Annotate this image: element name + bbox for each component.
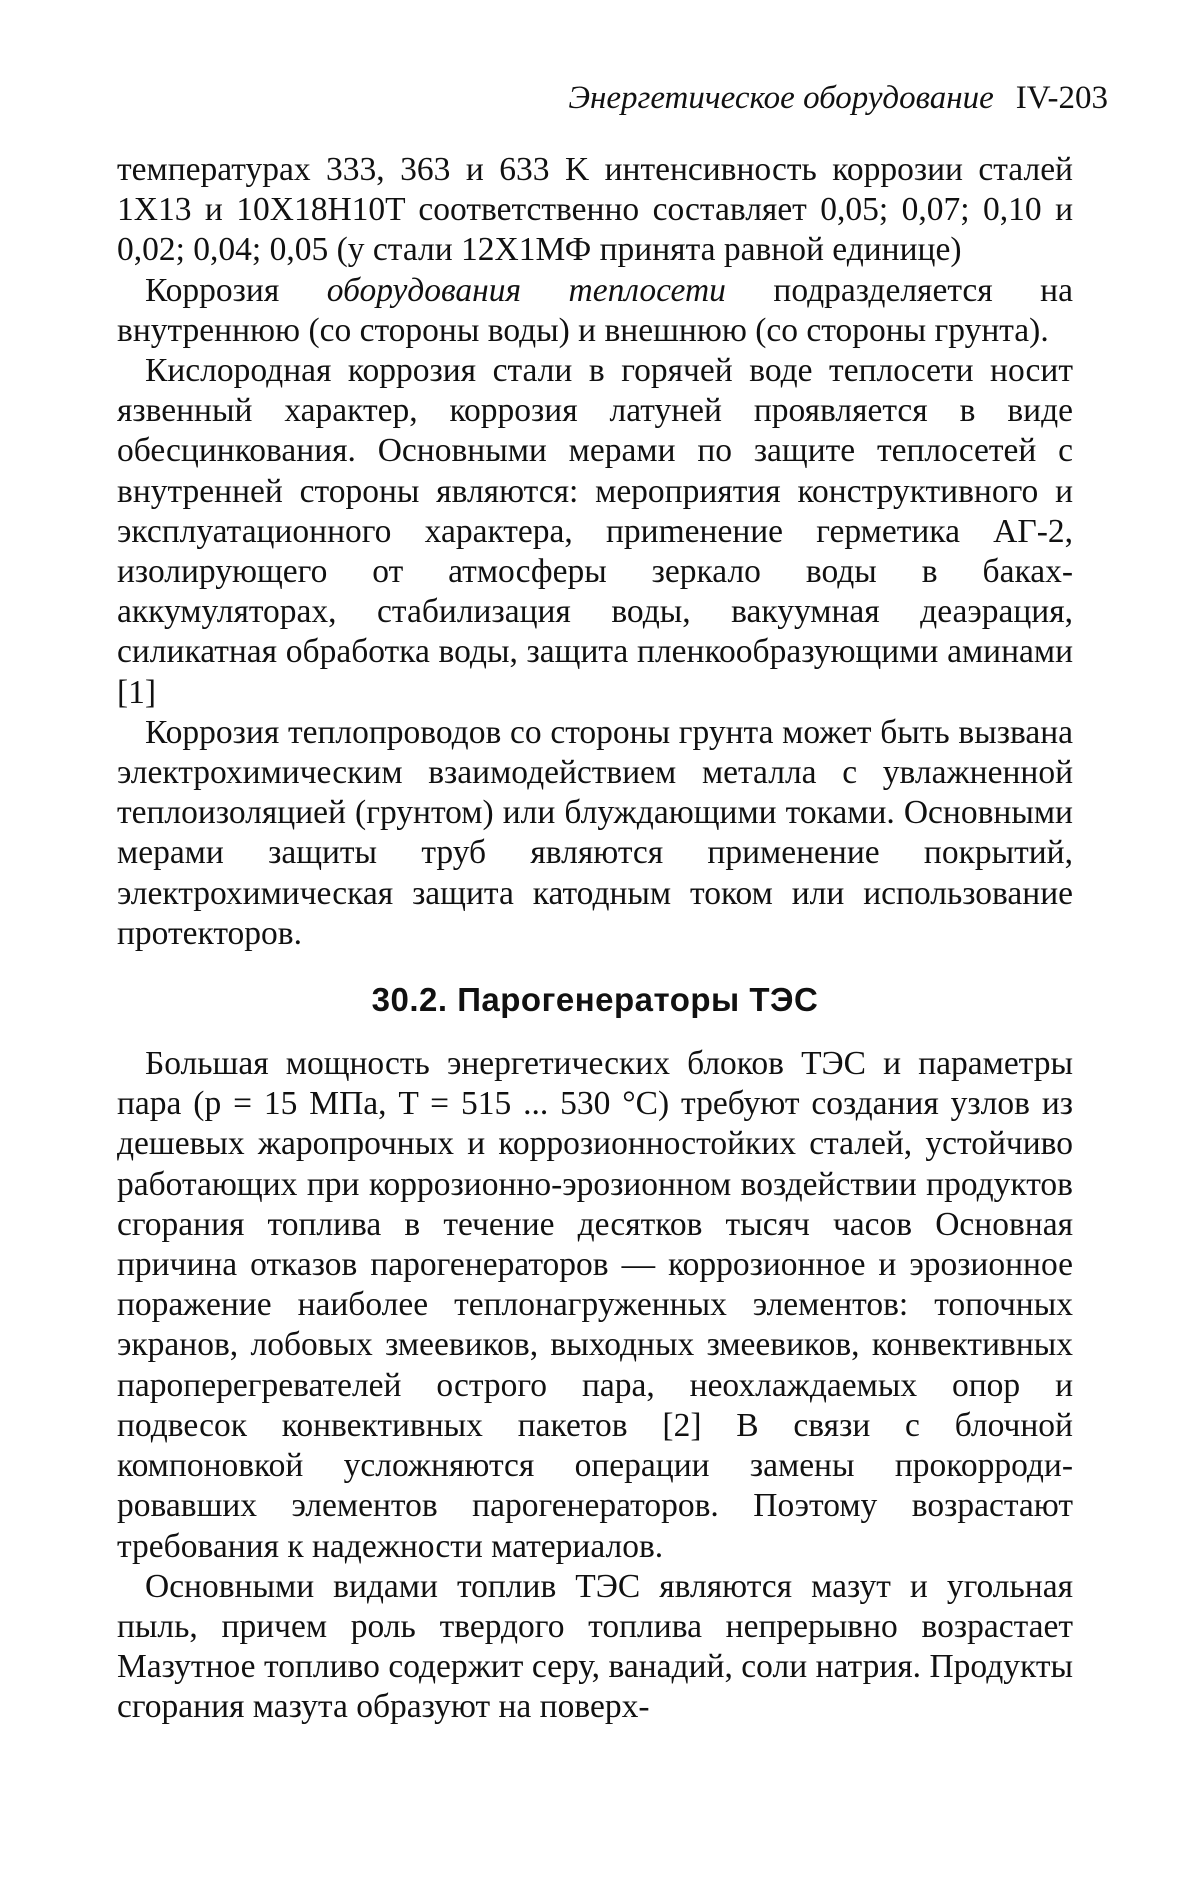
paragraph-soil-corrosion: Коррозия теплопроводов со стороны грунта может быть вызвана электрохимическим взаимодействием металла с увлажненной теплоизоляцией (грунтом) или блуждающими токами. Основными мерами защиты труб являются применение покрытий, электрохимическая защита катодным током или использование протекторов. [117, 713, 1073, 952]
paragraph-text-end: подразделяется на внутреннюю (со стороны воды) и внешнюю (со стороны грунта). [117, 271, 1073, 349]
paragraph-fuel-types: Основными видами топлив ТЭС являются мазут и угольная пыль, причем роль твердого топлива непрерывно возрастает Мазутное топливо содержит серу, ванадий, соли натрия. Продукты сгорания мазута образуют на поверх- [117, 1567, 1073, 1726]
running-header [150, 78, 1108, 118]
paragraph-corrosion-rates: температурах 333, 363 и 633 K интенсивность коррозии сталей 1X13 и 10X18H10T соответственно составляет 0,05; 0,07; 0,10 и 0,02; 0,04; 0,05 (у стали 12X1МФ принята равной единице) [117, 151, 1073, 269]
paragraph-steam-generators: Большая мощность энергетических блоков ТЭС и параметры пара (p = 15 МПа, T = 515 ... 530 °С) требуют создания узлов из дешевых жаропрочных и коррозионностойких сталей, устойчиво работающих при коррозионно-эрозионном воздействии продуктов сгорания топлива в течение десятков тысяч часов Основная причина отказов парогенераторов — коррозионное и эрозионное поражение наиболее теплонагруженных элементов: топочных экранов, лобовых змеевиков, выходных змеевиков, конвективных пароперегревателей острого пара, неохлаждаемых опор и подвесок конвективных пакетов [2] В связи с блочной компоновкой усложняются операции замены прокорродировавших элементов парогенераторов. Поэтому возрастают требования к надежности материалов. [117, 1045, 1073, 1565]
paragraph-oxygen-corrosion: Кислородная коррозия стали в горячей воде теплосети носит язвенный характер, коррозия латуней проявляется в виде обесцинкования. Основными мерами по защите теплосетей с внутренней стороны являются: мероприятия конструктивного и эксплуатационного характера, приmенение герметика АГ-2, изолирующего от атмосферы зеркало воды в баках-аккумуляторах, стабилизация воды, вакуумная деаэрация, силикатная обработка воды, защита пленкообразующими аминами [1] [117, 352, 1073, 711]
paragraph-italic-term: оборудования теплосети [326, 271, 726, 309]
page-number: IV-203 [1015, 80, 1108, 116]
body-text [117, 150, 1073, 1728]
section-heading: 30.2. Парогенераторы ТЭС [371, 981, 819, 1019]
running-title: Энергетическое оборудование [568, 80, 994, 116]
paragraph-text-start: Коррозия [145, 271, 327, 309]
paragraph-heat-network-corrosion [117, 271, 1073, 351]
